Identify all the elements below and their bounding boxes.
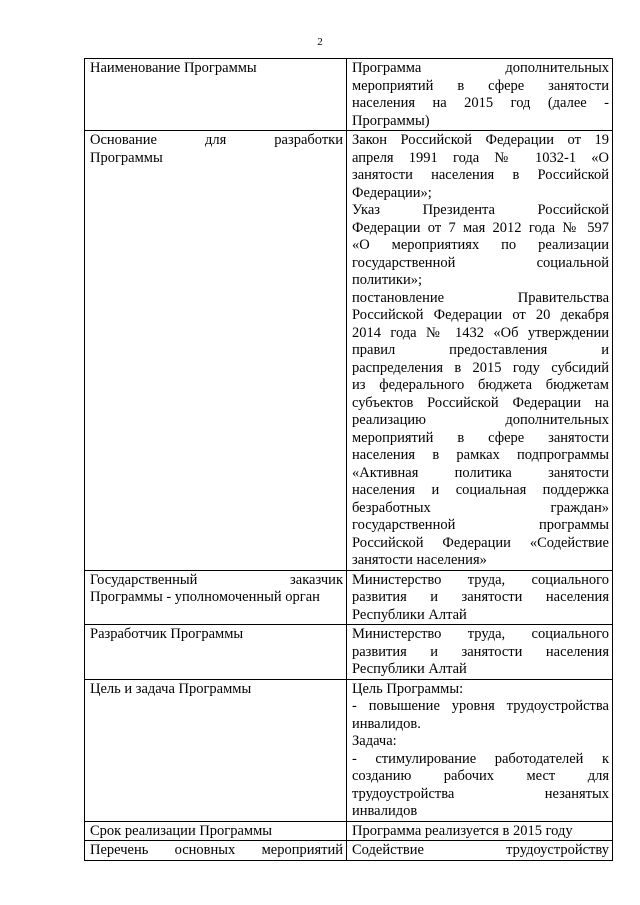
table-row (85, 841, 613, 861)
value-line: инвалидов. (352, 715, 421, 732)
value-line: развития и занятости населения (352, 589, 609, 605)
row-value-cell (347, 821, 613, 841)
table-row (85, 59, 613, 131)
row-label-cell (85, 821, 347, 841)
value-line: занятости населения» (352, 552, 487, 568)
row-label-cell (85, 59, 347, 131)
value-line: Содействие трудоустройству (352, 842, 609, 858)
value-line: Указ Президента Российской (352, 202, 609, 218)
value-line: Республики Алтай (352, 606, 467, 623)
value-line: занятости населения в Российской (352, 167, 609, 183)
label-line: Перечень основных мероприятий (90, 842, 343, 858)
value-line: Российской Федерации от 20 декабря (352, 307, 609, 323)
value-line: из федерального бюджета бюджетам (352, 377, 609, 393)
value-line: мероприятий в сфере занятости (352, 77, 609, 94)
row-label-cell (85, 625, 347, 680)
row-label-cell (85, 679, 347, 821)
label-line: Срок реализации Программы (90, 822, 273, 839)
label-line: Программы - уполномоченный орган (90, 589, 320, 605)
table-row (85, 821, 613, 841)
value-line: реализацию дополнительных (352, 412, 609, 428)
label-line: Разработчик Программы (90, 626, 244, 642)
value-line: мероприятий в сфере занятости (352, 429, 609, 446)
value-line: политики»; (352, 272, 422, 288)
label-line: Основание для разработки (90, 132, 343, 148)
row-value-cell (347, 570, 613, 625)
value-line: Министерство труда, социального (352, 571, 609, 588)
row-value-cell (347, 679, 613, 821)
label-line: Наименование Программы (90, 60, 257, 76)
value-line: субъектов Российской Федерации на (352, 394, 609, 411)
label-line: Государственный заказчик (90, 571, 343, 588)
value-line: Республики Алтай (352, 661, 467, 677)
value-line: трудоустройства незанятых (352, 785, 609, 802)
value-line: инвалидов (352, 803, 418, 819)
row-label-cell (85, 131, 347, 571)
value-line: правил предоставления и (352, 342, 609, 358)
value-line: Федерации от 7 мая 2012 года № 597 (352, 219, 609, 236)
row-label-cell (85, 570, 347, 625)
table-row (85, 570, 613, 625)
value-line: развития и занятости населения (352, 643, 609, 660)
value-line: населения и социальная поддержка (352, 482, 609, 498)
table-row (85, 625, 613, 680)
value-line: Министерство труда, социального (352, 626, 609, 642)
value-line: государственной социальной (352, 254, 609, 271)
value-line: 2014 года № 1432 «Об утверждении (352, 324, 609, 341)
value-line: «Активная политика занятости (352, 464, 609, 481)
value-line: Российской Федерации «Содействие (352, 534, 609, 551)
program-passport-table (84, 58, 613, 861)
value-line: Программы) (352, 112, 430, 129)
table-row (85, 131, 613, 571)
value-line: апреля 1991 года № 1032-1 «О (352, 149, 609, 166)
value-line: Программа реализуется в 2015 году (352, 822, 573, 839)
value-line: Задача: (352, 733, 397, 749)
page-number: 2 (317, 36, 323, 48)
row-value-cell (347, 841, 613, 861)
value-line: населения в рамках подпрограммы (352, 447, 609, 463)
value-line: Закон Российской Федерации от 19 (352, 132, 609, 148)
value-line: безработных граждан» (352, 499, 609, 516)
value-line: населения на 2015 год (далее - (352, 95, 609, 111)
row-value-cell (347, 625, 613, 680)
row-value-cell (347, 131, 613, 571)
label-line: Программы (90, 149, 163, 166)
row-label-cell (85, 841, 347, 861)
row-value-cell (347, 59, 613, 131)
value-line: Цель Программы: (352, 680, 464, 697)
value-line: государственной программы (352, 517, 609, 533)
label-line: Цель и задача Программы (90, 680, 252, 697)
value-line: Программа дополнительных (352, 60, 609, 76)
value-line: Федерации»; (352, 184, 432, 201)
value-line: распределения в 2015 году субсидий (352, 359, 609, 376)
value-line: созданию рабочих мест для (352, 768, 609, 784)
value-line: - стимулирование работодателей к (352, 750, 609, 767)
value-line: - повышение уровня трудоустройства (352, 698, 609, 714)
value-line: постановление Правительства (352, 289, 609, 306)
value-line: «О мероприятиях по реализации (352, 237, 609, 253)
table-row (85, 679, 613, 821)
